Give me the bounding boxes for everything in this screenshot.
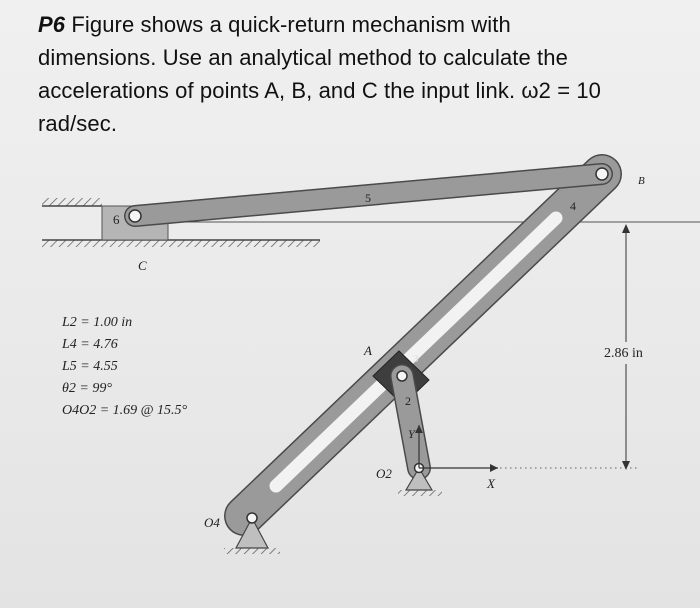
point-label-O2: O2 xyxy=(376,466,392,481)
problem-number: P6 xyxy=(38,12,66,37)
point-label-C: C xyxy=(138,258,147,273)
given-theta2: θ2 = 99° xyxy=(62,381,112,396)
link-number-5: 5 xyxy=(365,191,371,205)
pin-B xyxy=(596,168,608,180)
point-label-B: B xyxy=(638,175,645,187)
given-L2: L2 = 1.00 in xyxy=(62,315,133,330)
dimension-arrow-top xyxy=(622,224,630,233)
link-number-3: 3 xyxy=(413,353,419,365)
dimension-label: 2.86 in xyxy=(604,346,643,361)
given-L5: L5 = 4.55 xyxy=(62,359,118,374)
link-number-2: 2 xyxy=(405,394,411,408)
problem-line-3: accelerations of points A, B, and C the input link. ω2 = 10 xyxy=(38,78,602,103)
axis-label-Y: Y xyxy=(408,427,415,441)
problem-line-4: rad/sec. xyxy=(38,111,118,136)
upper-guide-hatching xyxy=(42,198,102,206)
given-values xyxy=(61,315,188,418)
point-label-O4: O4 xyxy=(204,515,220,530)
link-2 xyxy=(397,371,419,468)
pin-C xyxy=(129,210,141,222)
pivot-O4-ground-hatching xyxy=(224,548,280,554)
pin-A xyxy=(397,371,407,381)
pivot-O2-ground-hatching xyxy=(398,490,442,496)
given-L4: L4 = 4.76 xyxy=(62,337,118,352)
pin-O4 xyxy=(247,513,257,523)
given-O4O2: O4O2 = 1.69 @ 15.5° xyxy=(62,403,188,418)
problem-line-1-body: Figure shows a quick-return mechanism with xyxy=(71,12,511,37)
link-number-4: 4 xyxy=(570,199,576,213)
dimension-arrow-bottom xyxy=(622,461,630,470)
link-number-6: 6 xyxy=(113,212,120,227)
lower-guide-hatching xyxy=(42,240,320,247)
point-label-A: A xyxy=(364,343,372,358)
upper-slider-guide xyxy=(42,198,102,206)
axis-label-X: X xyxy=(487,476,495,491)
problem-line-2: dimensions. Use an analytical method to calculate the xyxy=(38,45,568,70)
